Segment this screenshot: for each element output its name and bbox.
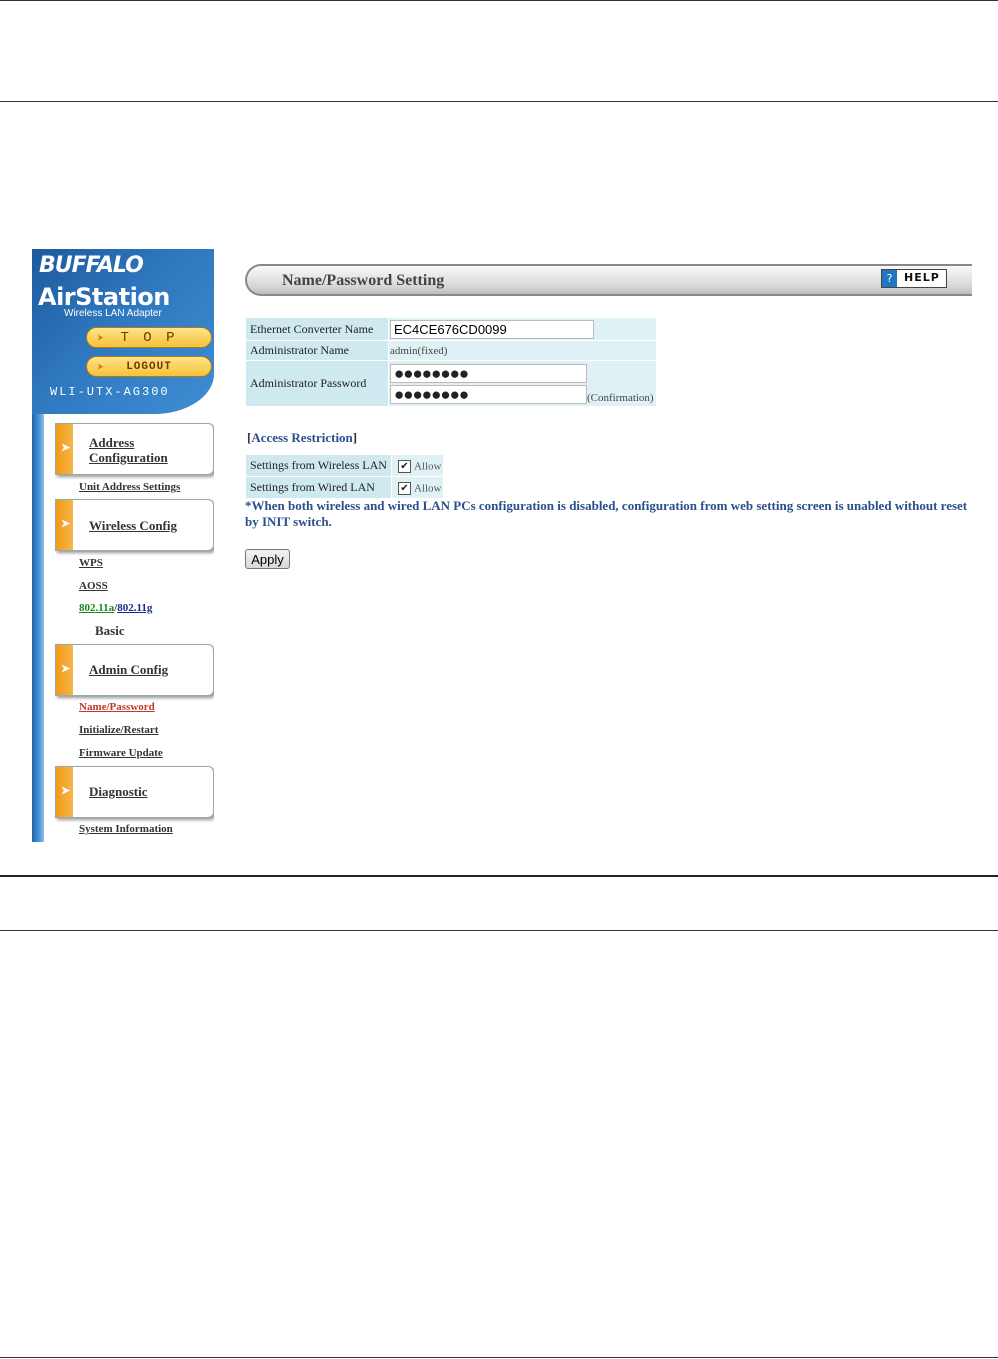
chevron-right-icon: ➤ <box>61 663 71 675</box>
link-initialize-restart[interactable]: Initialize/Restart <box>79 724 159 736</box>
ethernet-name-input[interactable] <box>390 320 594 339</box>
sidebar-header <box>32 249 214 414</box>
nav-wireless-config[interactable] <box>55 499 214 551</box>
chevron-right-icon: ➤ <box>61 518 71 530</box>
model-name: WLI-UTX-AG300 <box>50 385 170 399</box>
help-button[interactable] <box>881 269 947 288</box>
password-field[interactable]: ●●●●●●●● <box>390 364 587 383</box>
top-button[interactable] <box>86 327 212 348</box>
admin-name-label: Administrator Name <box>246 341 389 361</box>
bottom-border <box>0 1357 998 1358</box>
nav-admin-config[interactable] <box>55 644 214 696</box>
confirmation-label: (Confirmation) <box>587 392 654 404</box>
nav-tab <box>56 645 73 695</box>
link-wps[interactable]: WPS <box>79 557 103 569</box>
product-name: AirStation <box>38 283 170 311</box>
help-icon: ? <box>882 270 897 287</box>
arrow-right-icon: ➤ <box>97 332 105 346</box>
nav-address-configuration[interactable] <box>55 423 214 475</box>
logout-button-label: LOGOUT <box>126 361 172 373</box>
access-restriction-note: *When both wireless and wired LAN PCs configuration is disabled, configuration from web setting screen is unabled without reset by INIT switch. <box>245 498 968 529</box>
help-label: HELP <box>904 271 940 284</box>
ethernet-name-cell <box>389 318 657 341</box>
admin-name-cell <box>389 341 657 361</box>
wired-allow-checkbox[interactable]: ✔ <box>398 482 411 495</box>
link-band-select <box>79 602 152 614</box>
chevron-right-icon: ➤ <box>61 785 71 797</box>
nav-label: Admin Config <box>89 662 169 677</box>
wireless-lan-cell <box>391 455 444 477</box>
sidebar <box>32 249 214 842</box>
link-system-information[interactable]: System Information <box>79 823 173 835</box>
nav-label: Address Configuration <box>89 435 168 465</box>
top-border <box>0 0 998 1</box>
wireless-lan-label: Settings from Wireless LAN <box>246 455 392 477</box>
wireless-allow-checkbox[interactable]: ✔ <box>398 460 411 473</box>
nav-label: Wireless Config <box>89 518 177 533</box>
arrow-right-icon: ➤ <box>97 361 105 375</box>
nav-label: Diagnostic <box>89 784 148 799</box>
name-password-form <box>245 317 657 407</box>
footer-divider-top <box>0 875 998 877</box>
nav-tab <box>56 500 73 550</box>
wired-allow-label: Allow <box>413 482 442 495</box>
page-title: Name/Password Setting <box>282 272 445 289</box>
product-subtitle: Wireless LAN Adapter <box>64 308 162 319</box>
heading-bracket-open: [ <box>247 430 252 445</box>
wired-lan-label: Settings from Wired LAN <box>246 477 392 499</box>
header-divider <box>0 101 998 102</box>
nav-diagnostic[interactable] <box>55 766 214 818</box>
logout-button[interactable] <box>86 356 212 377</box>
ethernet-name-label: Ethernet Converter Name <box>246 318 389 341</box>
wireless-allow-label: Allow <box>413 460 442 473</box>
apply-button[interactable]: Apply <box>245 549 290 569</box>
admin-password-cell <box>389 361 657 407</box>
access-restriction-title: Access Restriction <box>251 430 353 445</box>
band-separator: / <box>114 602 118 614</box>
heading-bracket-close: ] <box>352 430 358 445</box>
password-confirm-field[interactable]: ●●●●●●●● <box>390 385 587 404</box>
brand-logo: BUFFALO <box>39 253 143 278</box>
password-confirm-row <box>389 385 656 404</box>
admin-name-value: admin(fixed) <box>390 345 448 357</box>
top-button-label: T O P <box>120 330 178 346</box>
nav-tab <box>56 424 73 474</box>
nav-tab <box>56 767 73 817</box>
link-basic[interactable]: Basic <box>95 623 125 638</box>
footer-divider-bottom <box>0 930 998 931</box>
link-unit-address-settings[interactable]: Unit Address Settings <box>79 481 181 493</box>
link-firmware-update[interactable]: Firmware Update <box>79 747 163 759</box>
admin-password-label: Administrator Password <box>246 361 389 407</box>
link-name-password[interactable]: Name/Password <box>79 701 155 713</box>
page-title-bar <box>245 264 972 296</box>
chevron-right-icon: ➤ <box>61 442 71 454</box>
link-802-11g[interactable]: 802.11g <box>117 602 153 614</box>
link-802-11a[interactable]: 802.11a <box>79 602 115 614</box>
wired-lan-cell <box>391 477 444 499</box>
link-aoss[interactable]: AOSS <box>79 580 108 592</box>
access-restriction-heading <box>247 430 357 446</box>
access-restriction-table <box>245 454 444 499</box>
